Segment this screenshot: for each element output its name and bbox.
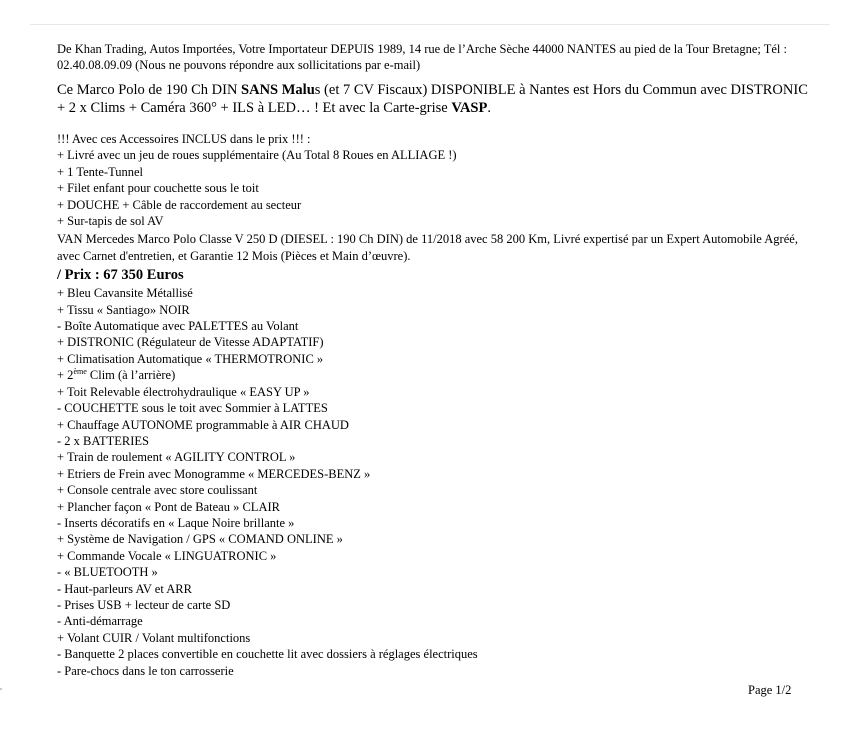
list-item: + Filet enfant pour couchette sous le toit [57,181,259,196]
list-item: + Volant CUIR / Volant multifonctions [57,630,251,645]
list-item: + Chauffage AUTONOME programmable à AIR CHAUD [57,417,349,432]
vehicle-description: VAN Mercedes Marco Polo Classe V 250 D (DIESEL : 190 Ch DIN) de 11/2018 avec 58 200 Km, Livré expertisé par un Expert Automobile Agréé, avec Carnet d'entretien, et Garantie 12 Mois (Pièces et Main d’œuvre). [57,232,798,263]
list-item: + DISTRONIC (Régulateur de Vitesse ADAPTATIF) [57,335,324,350]
list-item: + Etriers de Frein avec Monogramme « MERCEDES-BENZ » [57,466,371,481]
list-item: + Train de roulement « AGILITY CONTROL » [57,450,296,465]
price-line: / Prix : 67 350 Euros [57,267,184,284]
lead-bold-vasp: VASP [451,100,488,116]
list-item: - « BLUETOOTH » [57,565,158,580]
list-item: - 2 x BATTERIES [57,433,150,448]
lead-text-3: . [487,100,491,116]
list-item: - Haut-parleurs AV et ARR [57,581,192,596]
page-top-border [30,24,830,25]
list-item-rear-clim [57,367,817,383]
lead-text-2: s (et 7 CV Fiscaux) DISPONIBLE à Nantes est Hors du Commun avec DISTRONIC + 2 x Clims + Caméra 360° + ILS à LED… ! Et avec la Carte-grise [57,82,808,116]
rear-clim-text: Clim (à l’arrière) [86,368,176,383]
options-list [57,285,817,679]
list-item: + Livré avec un jeu de roues supplémentaire (Au Total 8 Roues en ALLIAGE !) [57,148,457,163]
list-item: - Pare-chocs dans le ton carrosserie [57,663,234,678]
list-item: + Tissu « Santiago» NOIR [57,302,190,317]
list-item: + 1 Tente-Tunnel [57,164,144,179]
document-page [57,41,817,679]
list-item: + Sur-tapis de sol AV [57,214,164,229]
list-item: + Console centrale avec store coulissant [57,483,258,498]
lead-paragraph [57,81,817,117]
lead-bold-sans-malus: SANS Malu [241,82,315,98]
rear-clim-superscript: ème [73,367,87,377]
accessories-list [57,147,817,229]
rear-clim-prefix: + 2 [57,368,74,383]
list-item: + Climatisation Automatique « THERMOTRONIC » [57,351,324,366]
list-item: - Anti-démarrage [57,614,143,629]
list-item: + DOUCHE + Câble de raccordement au secteur [57,197,302,212]
list-item: - Boîte Automatique avec PALETTES au Volant [57,319,299,334]
lead-text-1: Ce Marco Polo de 190 Ch DIN [57,82,242,98]
accessories-heading: !!! Avec ces Accessoires INCLUS dans le prix !!! : [57,132,311,146]
list-item: - Prises USB + lecteur de carte SD [57,597,231,612]
page-number: Page 1/2 [748,683,792,697]
list-item: + Commande Vocale « LINGUATRONIC » [57,548,277,563]
margin-mark [0,688,2,690]
company-header: De Khan Trading, Autos Importées, Votre Importateur DEPUIS 1989, 14 rue de l’Arche Sèche 44000 NANTES au pied de la Tour Bretagne; Tél : 02.40.08.09.09 (Nous ne pouvons répondre aux sollicitations par e-mail) [57,42,788,72]
list-item: + Toit Relevable électrohydraulique « EASY UP » [57,384,310,399]
list-item: + Système de Navigation / GPS « COMAND ONLINE » [57,532,343,547]
list-item: - COUCHETTE sous le toit avec Sommier à LATTES [57,401,328,416]
list-item: + Plancher façon « Pont de Bateau » CLAIR [57,499,280,514]
list-item: - Inserts décoratifs en « Laque Noire brillante » [57,515,295,530]
list-item: + Bleu Cavansite Métallisé [57,286,193,301]
list-item: - Banquette 2 places convertible en couchette lit avec dossiers à réglages électriques [57,647,478,662]
